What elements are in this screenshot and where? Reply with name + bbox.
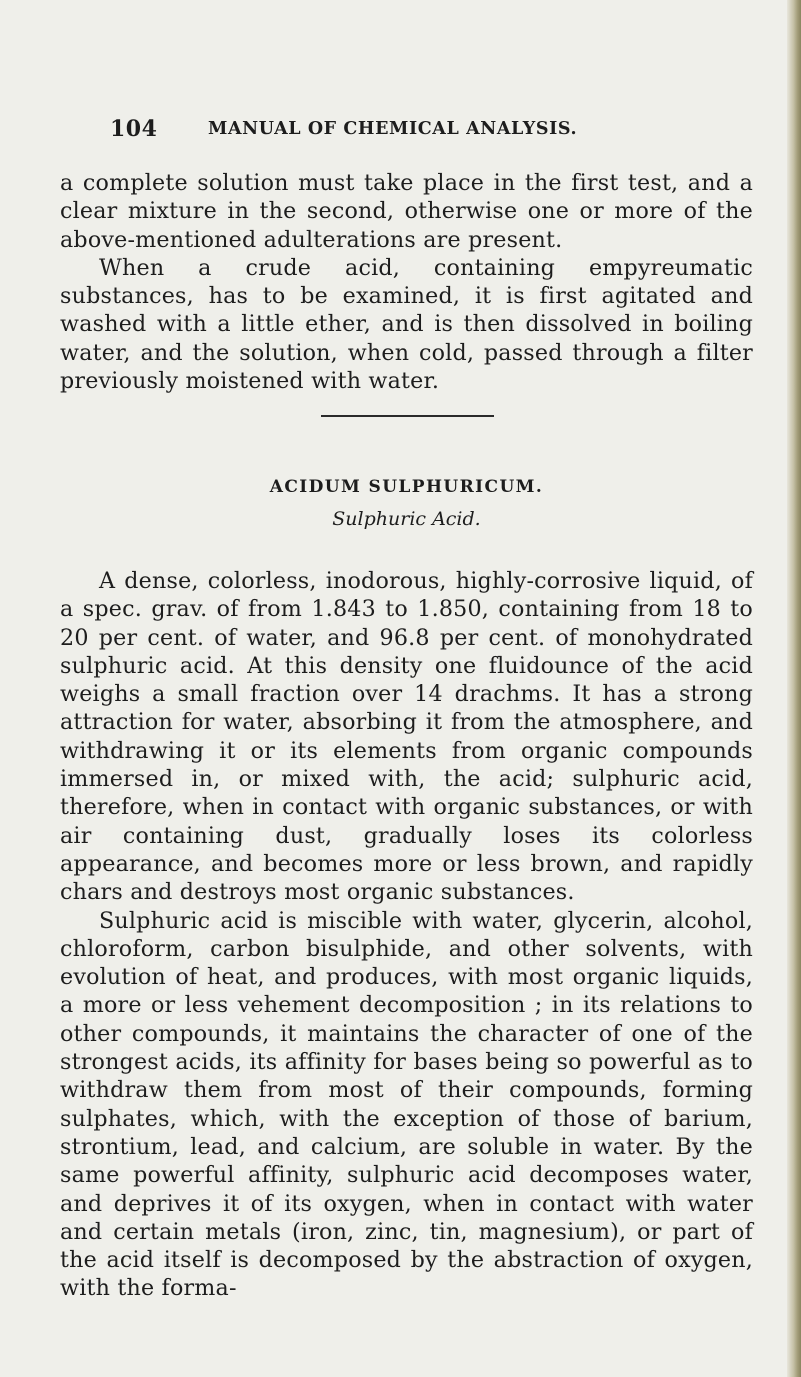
paragraph: When a crude acid, containing empyreumatic substances, has to be examined, it is first agitated and washed with a little ether, and is then dissolved in boiling water, and the solution, when cold, passed through a filter previously moistened with water. bbox=[60, 254, 753, 395]
section-title: ACIDUM SULPHURICUM. bbox=[269, 477, 544, 497]
paragraph: a complete solution must take place in the first test, and a clear mixture in the second, otherwise one or more of the above-mentioned adulterations are present. bbox=[60, 170, 753, 253]
paragraph: A dense, colorless, inodorous, highly-corrosive liquid, of a spec. grav. of from 1.843 to 1.850, containing from 18 to 20 per cent. of water, and 96.8 per cent. of monohydrated sulphuric acid. At this density one fluidounce of the acid weighs a small fraction over 14 drachms. It has a strong attraction for water, absorbing it from the atmosphere, and withdrawing it or its elements from organic compounds immersed in, or mixed with, the acid; sulphuric acid, therefore, when in contact with organic substances, or with air containing dust, gradually loses its colorless appearance, and becomes more or less brown, and rapidly chars and destroys most organic substances. bbox=[60, 568, 753, 906]
section-divider bbox=[321, 415, 494, 417]
intro-text bbox=[60, 169, 753, 395]
running-head bbox=[60, 116, 753, 146]
paragraph: Sulphuric acid is miscible with water, glycerin, alcohol, chloroform, carbon bisulphide, and other solvents, with evolution of heat, and produces, with most organic liquids, a more or less vehement decomposition ; in its relations to other compounds, it maintains the character of one of the strongest acids, its affinity for bases being so powerful as to withdraw them from most of their compounds, forming sulphates, which, with the exception of those of barium, strontium, lead, and calcium, are soluble in water. By the same powerful affinity, sulphuric acid decomposes water, and deprives it of its oxygen, when in contact with water and certain metals (iron, zinc, tin, magnesium), or part of the acid itself is decomposed by the abstraction of oxygen, with the forma- bbox=[60, 907, 753, 1302]
section-subtitle: Sulphuric Acid. bbox=[332, 508, 481, 530]
page-edge-shadow bbox=[787, 0, 801, 1377]
section-body bbox=[60, 567, 753, 1303]
running-title: MANUAL OF CHEMICAL ANALYSIS. bbox=[208, 119, 578, 139]
page-number: 104 bbox=[110, 116, 158, 142]
